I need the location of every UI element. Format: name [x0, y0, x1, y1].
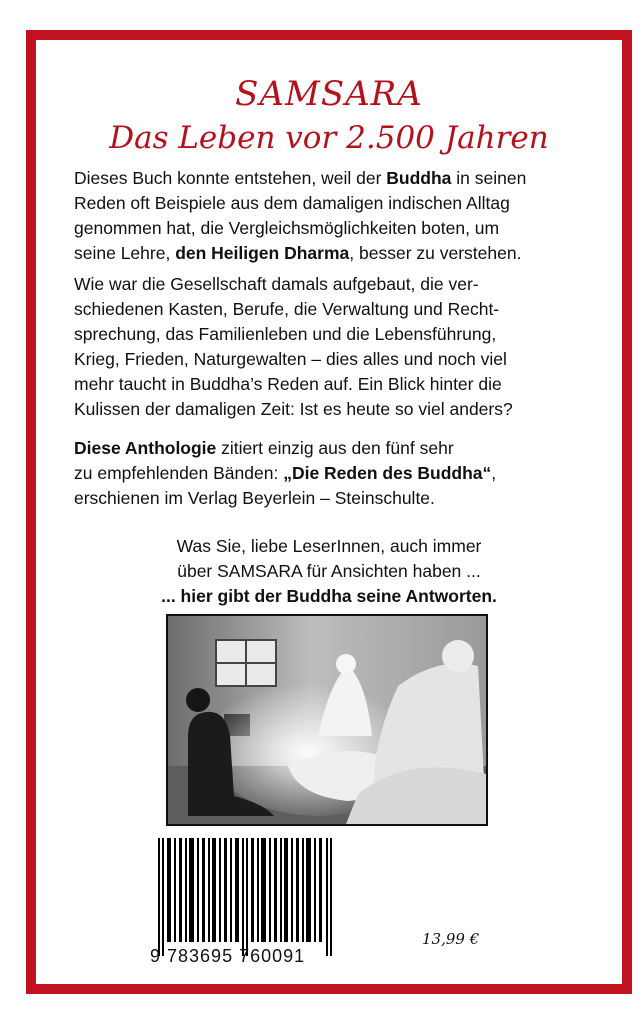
- bold-buddha: Buddha: [386, 168, 452, 188]
- cover-frame: [26, 30, 632, 994]
- book-subtitle: Das Leben vor 2.500 Jahren: [109, 120, 549, 156]
- bold-closing: ... hier gibt der Buddha seine Antworten.: [161, 586, 497, 606]
- bold-reden: „Die Reden des Buddha“: [283, 463, 492, 483]
- bold-anthology: Diese Anthologie: [74, 438, 217, 458]
- book-title: SAMSARA: [235, 74, 423, 114]
- cover-photo: [166, 614, 488, 826]
- isbn-number: 9 783695 760091: [150, 946, 306, 966]
- paragraph-society: Wie war die Gesellschaft damals aufgebaut, die ver- schiedenen Kasten, Berufe, die Verwaltung und Recht- sprechung, das Familienleben und die Lebensführung, Krieg, Frieden, Naturgewalten – dies alles und noch viel mehr taucht in Buddha’s Reden auf. Ein Blick hinter die Kulissen der damaligen Zeit: Ist es heute so viel anders?: [74, 274, 513, 419]
- bold-dharma: den Heiligen Dharma: [175, 243, 350, 263]
- paragraph-anthology: Diese Anthologie zitiert einzig aus den fünf sehr zu empfehlenden Bänden: „Die Reden des Buddha“, erschienen im Verlag Beyerlein – Steinschulte.: [74, 438, 497, 508]
- paragraph-closing: Was Sie, liebe LeserInnen, auch immer über SAMSARA für Ansichten haben ... ... hier gibt der Buddha seine Antworten.: [161, 536, 497, 606]
- paragraph-intro: Dieses Buch konnte entstehen, weil der Buddha in seinen Reden oft Beispiele aus dem damaligen indischen Alltag genommen hat, die Vergleichsmöglichkeiten boten, um seine Lehre, den Heiligen Dharma, besser zu verstehen.: [74, 168, 527, 263]
- barcode: [156, 838, 334, 956]
- price: 13,99 €: [422, 930, 480, 948]
- photo-illustration: [168, 616, 486, 824]
